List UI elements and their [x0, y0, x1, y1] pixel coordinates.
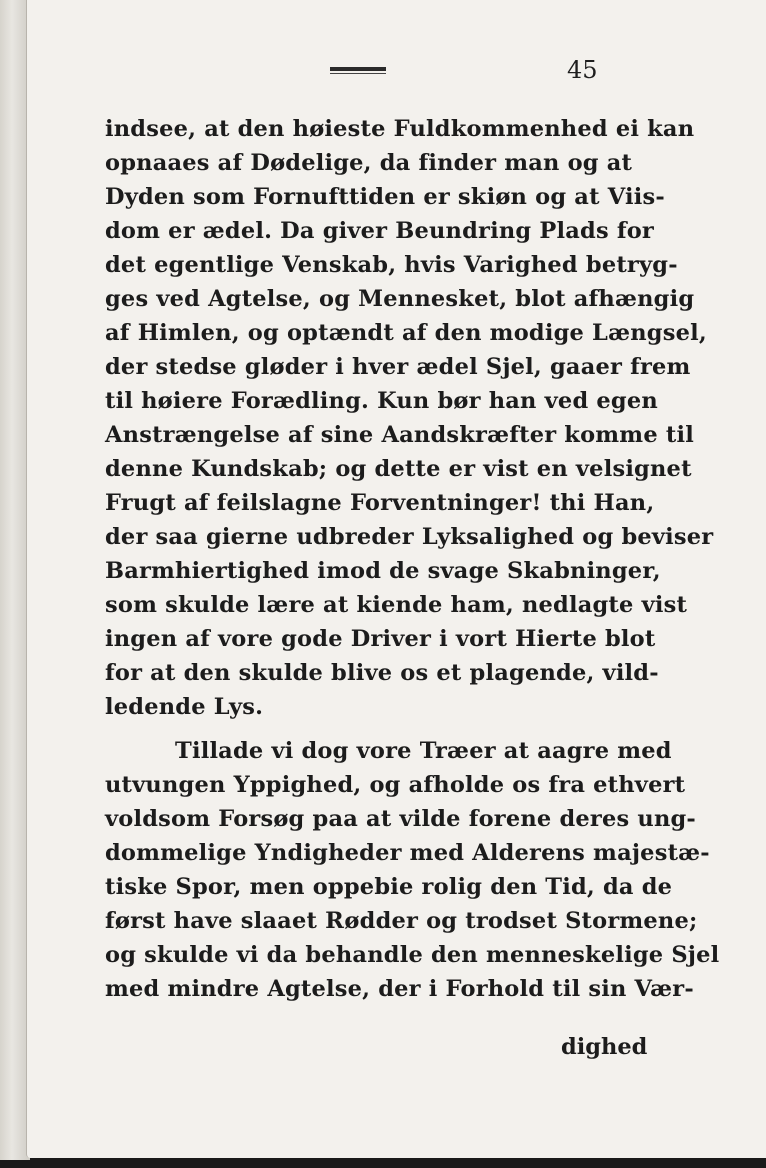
catchword: dighed: [561, 1034, 648, 1060]
header-rule: [330, 67, 386, 71]
text-line: Anstrængelse af sine Aandskræfter komme til: [105, 422, 694, 448]
text-line: med mindre Agtelse, der i Forhold til sin Vær-: [105, 976, 694, 1002]
page-number: 45: [567, 56, 598, 84]
text-line: af Himlen, og optændt af den modige Længsel,: [105, 320, 707, 346]
text-line: og skulde vi da behandle den menneskelige Sjel: [105, 942, 720, 968]
text-line: ingen af vore gode Driver i vort Hierte blot: [105, 626, 656, 652]
text-line: som skulde lære at kiende ham, nedlagte vist: [105, 592, 688, 618]
text-line-paragraph-end: ledende Lys.: [105, 694, 264, 720]
text-line: Barmhiertighed imod de svage Skabninger,: [105, 558, 661, 584]
text-line: tiske Spor, men oppebie rolig den Tid, da de: [105, 874, 673, 900]
text-line: Frugt af feilslagne Forventninger! thi Han,: [105, 490, 655, 516]
text-line: der stedse gløder i hver ædel Sjel, gaaer frem: [105, 354, 691, 380]
text-line: indsee, at den høieste Fuldkommenhed ei kan: [105, 116, 695, 142]
text-line-paragraph-start: Tillade vi dog vore Træer at aagre med: [175, 738, 672, 764]
text-line: for at den skulde blive os et plagende, vild-: [105, 660, 659, 686]
text-line: først have slaaet Rødder og trodset Stormene;: [105, 908, 698, 934]
text-line: dom er ædel. Da giver Beundring Plads for: [105, 218, 654, 244]
text-line: utvungen Yppighed, og afholde os fra ethvert: [105, 772, 686, 798]
text-line: det egentlige Venskab, hvis Varighed betryg-: [105, 252, 678, 278]
text-line: Dyden som Fornufttiden er skiøn og at Viis-: [105, 184, 665, 210]
text-line: denne Kundskab; og dette er vist en velsignet: [105, 456, 692, 482]
text-line: voldsom Forsøg paa at vilde forene deres ung-: [105, 806, 696, 832]
text-line: dommelige Yndigheder med Alderens majestæ-: [105, 840, 710, 866]
text-line: opnaaes af Dødelige, da finder man og at: [105, 150, 633, 176]
text-line: ges ved Agtelse, og Mennesket, blot afhængig: [105, 286, 695, 312]
text-line: til høiere Forædling. Kun bør han ved egen: [105, 388, 658, 414]
page-sheet: [26, 0, 766, 1158]
text-line: der saa gierne udbreder Lyksalighed og beviser: [105, 524, 714, 550]
